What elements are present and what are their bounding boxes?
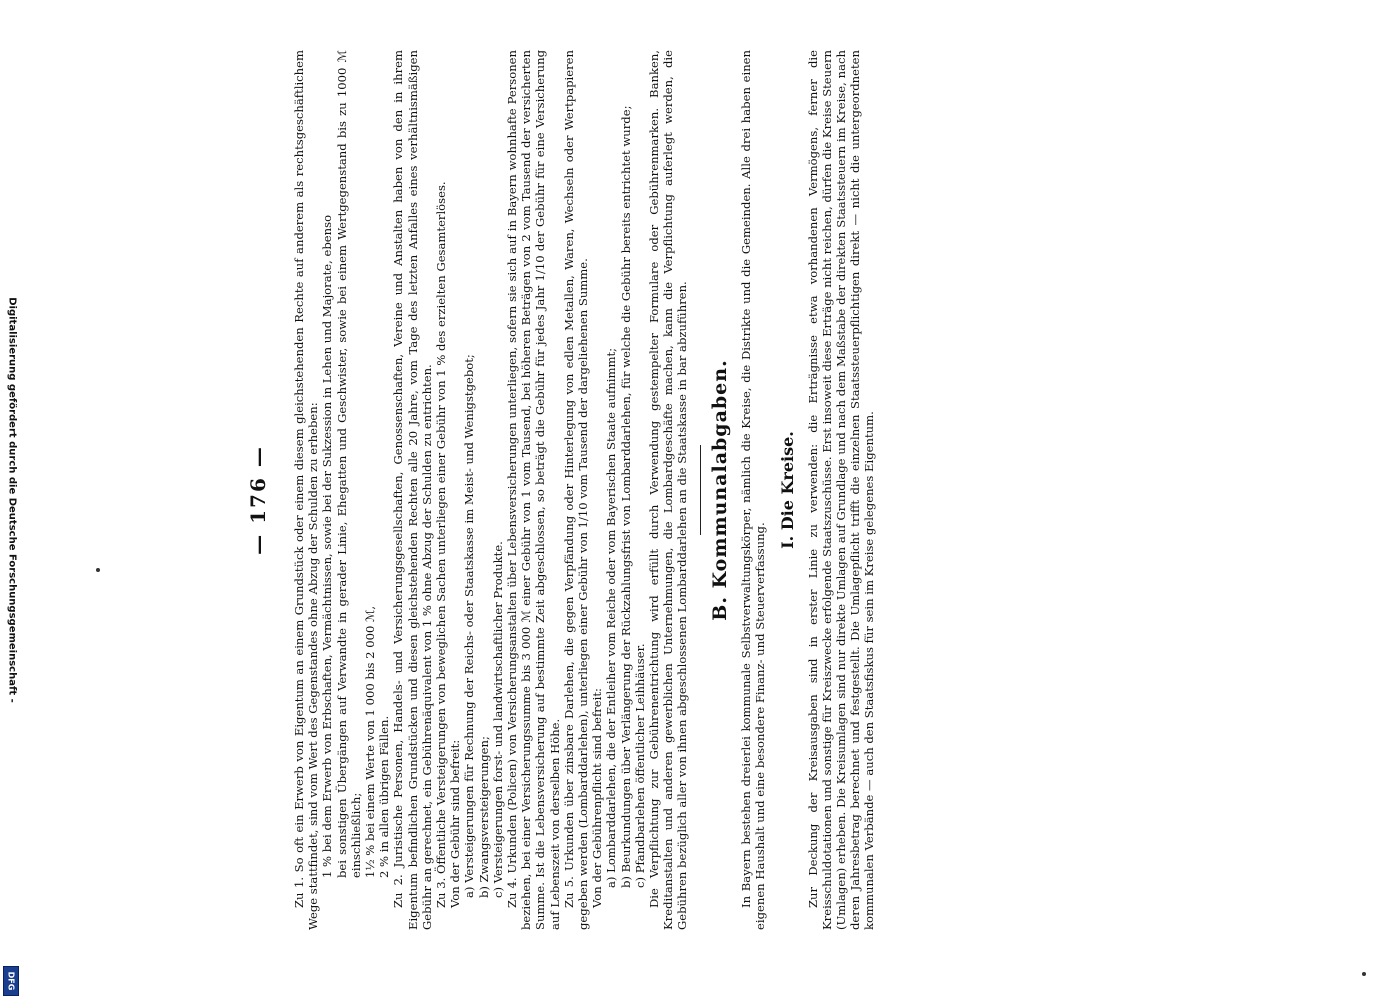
exemption-2c: c) Pfandbarlehen öffentlicher Leihhäuser. — [632, 643, 647, 888]
paragraph-zu-1-rate-c: 2 % in allen übrigen Fällen. — [377, 715, 392, 878]
section-i-heading: I. Die Kreise. — [778, 431, 798, 549]
exemption-intro: Von der Gebühr sind befreit: — [448, 739, 463, 908]
exemption-b: b) Zwangsversteigerungen; — [476, 736, 491, 898]
scan-speck — [1362, 972, 1366, 976]
rotated-document — [240, 0, 1240, 1000]
dfg-logo-text: DFG — [6, 971, 16, 991]
digitization-credit — [0, 0, 24, 1000]
section-divider — [700, 445, 701, 535]
paragraph-zu-2: Zu 2. Juristische Personen, Handels- und Versicherungsgesellschaften, Genossenschaften, Vereine und Anstalten haben von den in ihrem Eigentum befindlichen Grundstücken und diesen gleichstehenden Rechten alle 20 Jahre, vom Tage des letzten Anfalles eines verhältnismäßigen Gebühr an gerechnet, ein Gebührenäquivalent von 1 % ohne Abzug der Schulden zu entrichten. — [391, 50, 434, 930]
exemption-c: c) Versteigerungen forst- und landwirtschaftlicher Produkte. — [490, 541, 505, 898]
exemption-2a: a) Lombarddarlehen, die der Entleiher vom Reiche oder vom Bayerischen Staate aufnimmt; — [604, 347, 619, 888]
paragraph-obligation: Die Verpflichtung zur Gebührenentrichtung wird erfüllt durch Verwendung gestempelter Formulare oder Gebührenmarken. Banken, Kreditanstalten und anderen gewerblichen Unternehmungen, die Lombardgeschäfte machen, kann die Verpflichtung auferlegt werden, die Gebühren bezüglich aller von ihnen abgeschlossenen Lombarddarlehen an die Staatskasse in bar abzuführen. — [647, 50, 690, 930]
paragraph-zu-1-rate-a-cont: bei sonstigen Übergängen auf Verwandte in gerader Linie, Ehegatten und Geschwister, sowie bei einem Wertgegenstand bis zu 1000 ℳ einschließlich; — [334, 50, 363, 878]
document-text — [292, 50, 877, 930]
exemption-a: a) Versteigerungen für Rechnung der Reichs- oder Staatskasse im Meist- und Wenigstgebot; — [462, 354, 477, 898]
paragraph-zu-1-rate-b: 1½ % bei einem Werte von 1 000 bis 2 000 ℳ, — [363, 605, 378, 878]
digitization-credit-text: Digitalisierung gefördert durch die Deutsche Forschungsgemeinschaft - — [6, 297, 18, 703]
page-number: — 176 — — [246, 445, 270, 555]
exemption-intro-2: Von der Gebührenpflicht sind befreit: — [590, 688, 605, 908]
paragraph-zu-3: Zu 3. Öffentliche Versteigerungen von beweglichen Sachen unterliegen einer Gebühr von 1 % des erzielten Gesamterlöses. — [434, 181, 449, 908]
paragraph-zu-1: Zu 1. So oft ein Erwerb von Eigentum an einem Grundstück oder einem diesem gleichstehenden Rechte auf anderem als rechtsgeschäftlichem Wege stattfindet, sind vom Wert des Gegenstandes ohne Abzug der Schulden zu erheben: — [292, 50, 321, 930]
document-body — [240, 0, 1240, 1000]
exemption-2b: b) Beurkundungen über Verlängerung der Rückzahlungsfrist von Lombarddarlehen, für welche die Gebühr bereits entrichtet wurde; — [618, 105, 633, 888]
section-b-text: In Bayern bestehen dreierlei kommunale Selbstverwaltungskörper, nämlich die Kreise, die Distrikte und die Gemeinden. Alle drei haben einen eigenen Haushalt und eine besondere Finanz- und Steuerverfassung. — [738, 50, 768, 930]
section-i-text: Zur Deckung der Kreisausgaben sind in erster Linie zu verwenden: die Erträgnisse etwa vorhandenen Vermögens, ferner die Kreisschuldotationen und sonstige für Kreiszwecke erfolgende Staatszuschüsse. Erst insoweit diese Erträge nicht reichen, dürfen die Kreise Steuern (Umlagen) erheben. Die Kreisumlagen sind nur direkte Umlagen auf Grundlage und nach dem Maßstabe der direkten Staatssteuern im Kreise, nach deren Jahresbetrag berechnet und festgestellt. Die Umlagepflicht trifft die einzelnen Staatssteuerpflichtigen direkt — nicht die untergeordneten kommunalen Verbände — auch den Staatsfiskus für sein im Kreise gelegenes Eigentum. — [805, 50, 877, 930]
paragraph-zu-5: Zu 5. Urkunden über zinsbare Darlehen, die gegen Verpfändung oder Hinterlegung von edlen Metallen, Waren, Wechseln oder Wertpapieren gegeben werden (Lombarddarlehen), unterliegen einer Gebühr von 1/10 vom Tausend der dargeliehenen Summe. — [561, 50, 591, 930]
dfg-logo — [3, 966, 19, 996]
section-b-heading: B. Kommunalabgaben. — [708, 359, 731, 621]
paragraph-zu-1-rate-a: 1 % bei dem Erwerb von Erbschaften, Vermächtnissen, sowie bei der Sukzession in Lehen und Majorate, ebenso — [320, 214, 335, 878]
paragraph-zu-4: Zu 4. Urkunden (Policen) von Versicherungsanstalten über Lebensversicherungen unterliegen, sofern sie sich auf in Bayern wohnhafte Personen beziehen, bei einer Versicherungssumme bis 3 000 ℳ einer Gebühr von 1 vom Tausend, bei höheren Beträgen von 2 vom Tausend der versicherten Summe. Ist die Lebensversicherung auf bestimmte Zeit abgeschlossen, so beträgt die Gebühr für jedes Jahr 1/10 der Gebühr für eine Versicherung auf Lebenszeit von derselben Höhe. — [505, 50, 562, 930]
scan-speck — [96, 568, 100, 572]
